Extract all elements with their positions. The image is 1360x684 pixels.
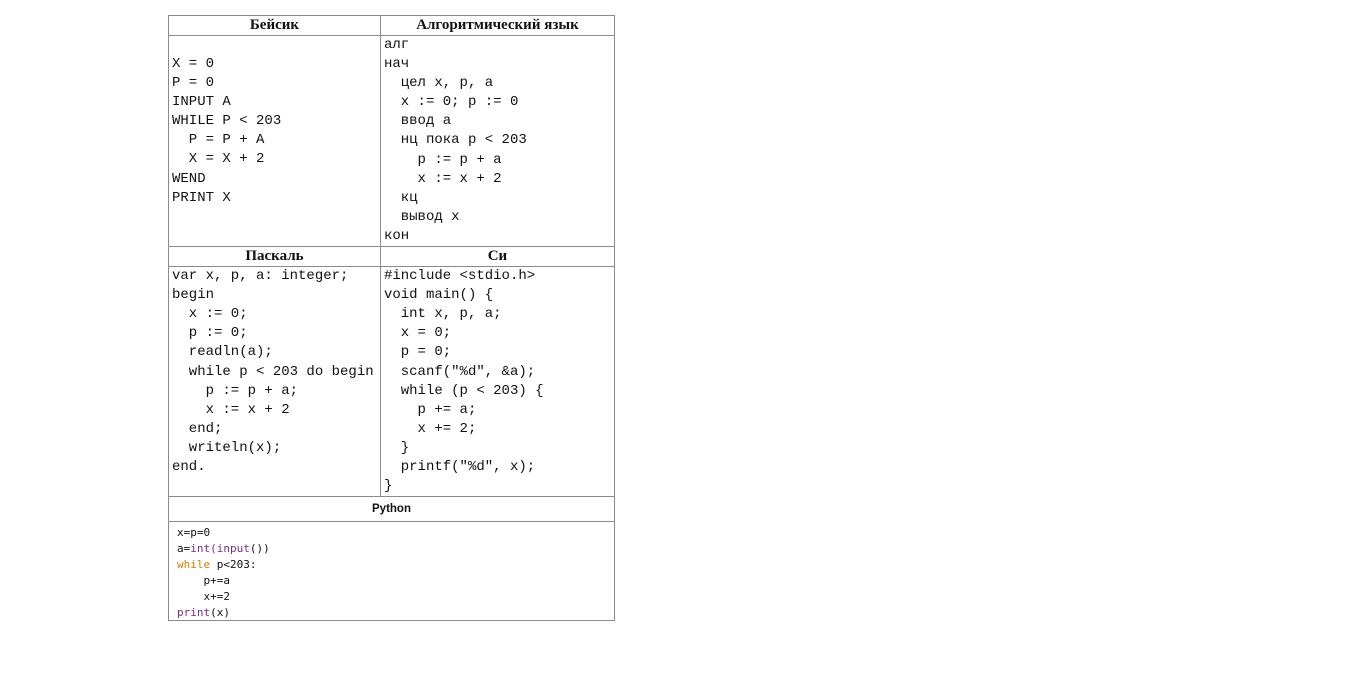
python-builtin: int <box>190 542 211 556</box>
header-row-top <box>169 16 615 36</box>
header-c: Си <box>380 247 614 267</box>
pascal-line: end; <box>172 420 223 437</box>
algorithmic-code <box>381 36 614 246</box>
algorithmic-line: нц пока p < 203 <box>383 132 527 149</box>
basic-line: P = P + A <box>172 132 265 149</box>
c-line: } <box>383 439 410 456</box>
python-line: x+=2 <box>177 590 230 604</box>
code-row-middle <box>169 267 615 497</box>
basic-line: WEND <box>172 170 206 187</box>
basic-line: X = 0 <box>172 56 215 72</box>
pascal-line: p := 0; <box>172 325 248 342</box>
basic-line: X = X + 2 <box>172 151 265 168</box>
pascal-line: writeln(x); <box>172 439 282 456</box>
pascal-cell <box>169 267 381 497</box>
python-code <box>169 522 614 620</box>
algorithmic-line: цел x, p, a <box>383 75 494 92</box>
algorithmic-line: алг <box>383 37 410 53</box>
pascal-line: readln(a); <box>172 344 273 361</box>
algorithmic-line: x := 0; p := 0 <box>383 94 519 111</box>
algorithmic-line: x := x + 2 <box>383 170 502 187</box>
python-text: ()) <box>249 542 270 556</box>
pascal-line: end. <box>172 458 206 475</box>
algorithmic-cell <box>380 36 614 247</box>
basic-line: INPUT A <box>172 94 231 111</box>
algorithmic-line: ввод a <box>383 113 452 130</box>
c-line: p = 0; <box>383 344 452 361</box>
python-text: p<203: <box>210 558 257 572</box>
header-row-middle <box>169 247 615 267</box>
python-builtin: input <box>216 542 250 556</box>
code-row-top <box>169 36 615 247</box>
pascal-line: p := p + a; <box>172 382 299 399</box>
pascal-line: var x, p, a: integer; <box>172 268 349 285</box>
algorithmic-line: p := p + a <box>383 151 502 168</box>
python-builtin: print <box>177 606 211 620</box>
algorithmic-line: нач <box>383 56 410 73</box>
python-text: (x) <box>210 606 230 620</box>
python-text: a= <box>177 542 191 556</box>
python-line <box>177 557 614 573</box>
c-line: x += 2; <box>383 420 477 437</box>
python-text: ( <box>210 542 217 556</box>
c-line: } <box>383 478 393 495</box>
algorithmic-line: вывод x <box>383 208 460 225</box>
pascal-line: x := 0; <box>172 306 248 323</box>
python-line: x=p=0 <box>177 526 211 540</box>
code-row-python <box>169 522 615 621</box>
c-line: void main() { <box>383 287 494 304</box>
pascal-line: while p < 203 do begin <box>172 363 374 380</box>
c-line: while (p < 203) { <box>383 382 544 399</box>
header-row-python <box>169 497 615 522</box>
pascal-code <box>169 267 380 477</box>
pascal-line: begin <box>172 287 215 304</box>
python-keyword: while <box>177 558 211 572</box>
code-listing-table <box>168 15 615 621</box>
header-python: Python <box>169 497 615 522</box>
algorithmic-line: кц <box>383 189 418 206</box>
basic-cell <box>169 36 381 247</box>
python-cell <box>169 522 615 621</box>
python-line: p+=a <box>177 574 230 588</box>
header-basic: Бейсик <box>169 16 381 36</box>
c-cell <box>380 267 614 497</box>
c-line: scanf("%d", &a); <box>383 363 536 380</box>
c-line: x = 0; <box>383 325 452 342</box>
pascal-line: x := x + 2 <box>172 401 290 418</box>
python-line <box>177 605 614 621</box>
header-pascal: Паскаль <box>169 247 381 267</box>
c-code <box>381 267 614 496</box>
c-line: p += a; <box>383 401 477 418</box>
c-line: int x, p, a; <box>383 306 502 323</box>
algorithmic-line: кон <box>383 227 410 244</box>
basic-line: P = 0 <box>172 75 215 92</box>
basic-code <box>169 36 380 208</box>
c-line: #include <stdio.h> <box>383 268 536 285</box>
basic-line: PRINT X <box>172 189 231 206</box>
basic-line: WHILE P < 203 <box>172 113 282 130</box>
c-line: printf("%d", x); <box>383 458 536 475</box>
python-line <box>177 541 614 557</box>
header-algorithmic: Алгоритмический язык <box>380 16 614 36</box>
